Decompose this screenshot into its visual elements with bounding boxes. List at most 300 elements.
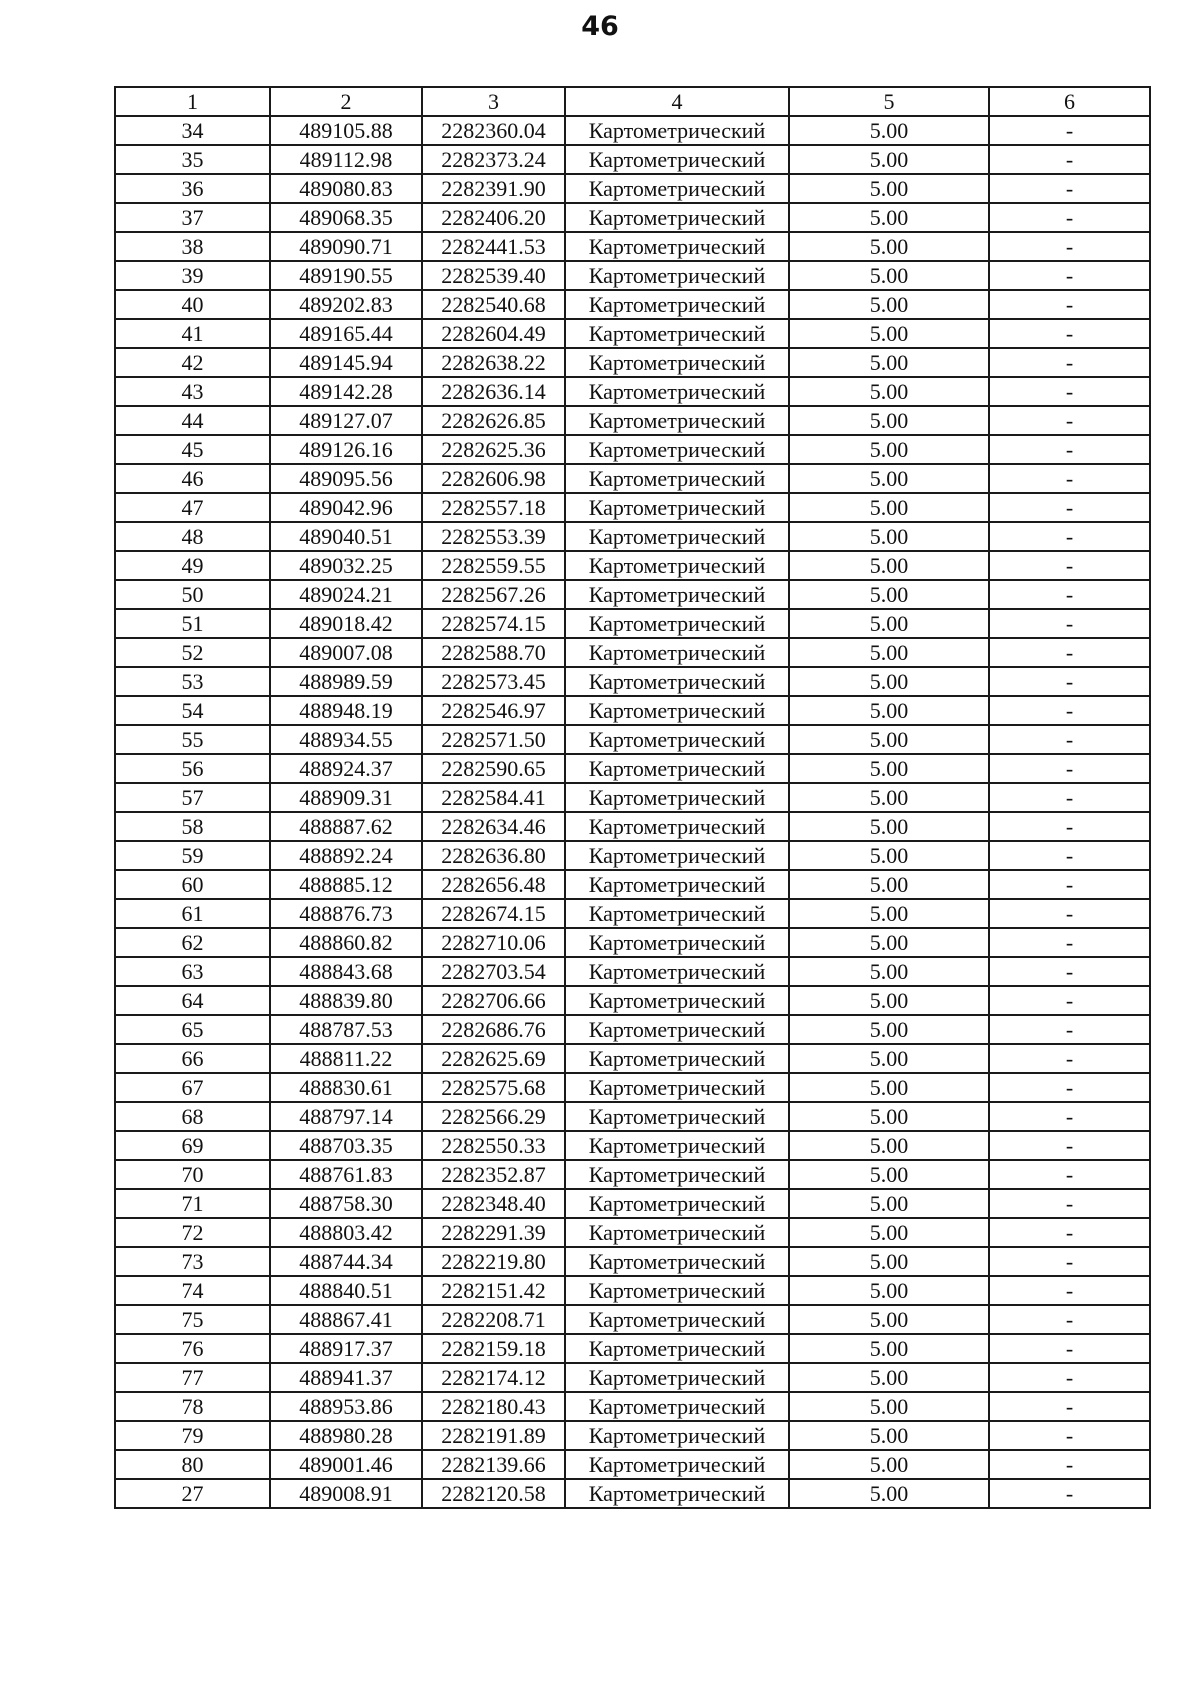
description-cell: - bbox=[989, 493, 1150, 522]
point-number-cell: 45 bbox=[115, 435, 270, 464]
method-cell: Картометрический bbox=[565, 377, 789, 406]
point-number-cell: 27 bbox=[115, 1479, 270, 1508]
y-coordinate-cell: 2282638.22 bbox=[422, 348, 565, 377]
x-coordinate-cell: 488867.41 bbox=[270, 1305, 422, 1334]
method-cell: Картометрический bbox=[565, 667, 789, 696]
accuracy-cell: 5.00 bbox=[789, 638, 989, 667]
x-coordinate-cell: 489105.88 bbox=[270, 116, 422, 145]
y-coordinate-cell: 2282566.29 bbox=[422, 1102, 565, 1131]
accuracy-cell: 5.00 bbox=[789, 1218, 989, 1247]
method-cell: Картометрический bbox=[565, 174, 789, 203]
y-coordinate-cell: 2282574.15 bbox=[422, 609, 565, 638]
accuracy-cell: 5.00 bbox=[789, 1450, 989, 1479]
method-cell: Картометрический bbox=[565, 464, 789, 493]
description-cell: - bbox=[989, 1276, 1150, 1305]
method-cell: Картометрический bbox=[565, 1363, 789, 1392]
column-header: 2 bbox=[270, 87, 422, 116]
accuracy-cell: 5.00 bbox=[789, 1160, 989, 1189]
description-cell: - bbox=[989, 348, 1150, 377]
table-row bbox=[115, 812, 1150, 841]
table-row bbox=[115, 1305, 1150, 1334]
table-row bbox=[115, 203, 1150, 232]
x-coordinate-cell: 488797.14 bbox=[270, 1102, 422, 1131]
point-number-cell: 76 bbox=[115, 1334, 270, 1363]
y-coordinate-cell: 2282575.68 bbox=[422, 1073, 565, 1102]
description-cell: - bbox=[989, 377, 1150, 406]
x-coordinate-cell: 488758.30 bbox=[270, 1189, 422, 1218]
table-row bbox=[115, 870, 1150, 899]
table-row bbox=[115, 348, 1150, 377]
accuracy-cell: 5.00 bbox=[789, 319, 989, 348]
x-coordinate-cell: 489095.56 bbox=[270, 464, 422, 493]
point-number-cell: 54 bbox=[115, 696, 270, 725]
accuracy-cell: 5.00 bbox=[789, 1334, 989, 1363]
table-row bbox=[115, 1276, 1150, 1305]
table-body bbox=[115, 87, 1150, 1508]
y-coordinate-cell: 2282636.80 bbox=[422, 841, 565, 870]
y-coordinate-cell: 2282291.39 bbox=[422, 1218, 565, 1247]
method-cell: Картометрический bbox=[565, 986, 789, 1015]
accuracy-cell: 5.00 bbox=[789, 928, 989, 957]
point-number-cell: 55 bbox=[115, 725, 270, 754]
point-number-cell: 49 bbox=[115, 551, 270, 580]
description-cell: - bbox=[989, 783, 1150, 812]
method-cell: Картометрический bbox=[565, 1247, 789, 1276]
description-cell: - bbox=[989, 174, 1150, 203]
table-header-row bbox=[115, 87, 1150, 116]
y-coordinate-cell: 2282584.41 bbox=[422, 783, 565, 812]
x-coordinate-cell: 488989.59 bbox=[270, 667, 422, 696]
point-number-cell: 74 bbox=[115, 1276, 270, 1305]
y-coordinate-cell: 2282139.66 bbox=[422, 1450, 565, 1479]
description-cell: - bbox=[989, 580, 1150, 609]
point-number-cell: 68 bbox=[115, 1102, 270, 1131]
accuracy-cell: 5.00 bbox=[789, 116, 989, 145]
description-cell: - bbox=[989, 841, 1150, 870]
method-cell: Картометрический bbox=[565, 1305, 789, 1334]
method-cell: Картометрический bbox=[565, 1073, 789, 1102]
table-row bbox=[115, 1073, 1150, 1102]
accuracy-cell: 5.00 bbox=[789, 957, 989, 986]
accuracy-cell: 5.00 bbox=[789, 203, 989, 232]
description-cell: - bbox=[989, 754, 1150, 783]
method-cell: Картометрический bbox=[565, 1131, 789, 1160]
y-coordinate-cell: 2282710.06 bbox=[422, 928, 565, 957]
table-row bbox=[115, 1218, 1150, 1247]
method-cell: Картометрический bbox=[565, 261, 789, 290]
table-row bbox=[115, 1160, 1150, 1189]
point-number-cell: 63 bbox=[115, 957, 270, 986]
accuracy-cell: 5.00 bbox=[789, 783, 989, 812]
x-coordinate-cell: 488876.73 bbox=[270, 899, 422, 928]
description-cell: - bbox=[989, 812, 1150, 841]
accuracy-cell: 5.00 bbox=[789, 609, 989, 638]
table-row bbox=[115, 1102, 1150, 1131]
table-row bbox=[115, 783, 1150, 812]
description-cell: - bbox=[989, 1102, 1150, 1131]
table-row bbox=[115, 261, 1150, 290]
y-coordinate-cell: 2282590.65 bbox=[422, 754, 565, 783]
table-row bbox=[115, 1392, 1150, 1421]
y-coordinate-cell: 2282625.69 bbox=[422, 1044, 565, 1073]
method-cell: Картометрический bbox=[565, 1044, 789, 1073]
point-number-cell: 51 bbox=[115, 609, 270, 638]
x-coordinate-cell: 489165.44 bbox=[270, 319, 422, 348]
table-row bbox=[115, 1363, 1150, 1392]
method-cell: Картометрический bbox=[565, 1450, 789, 1479]
method-cell: Картометрический bbox=[565, 435, 789, 464]
y-coordinate-cell: 2282588.70 bbox=[422, 638, 565, 667]
coordinates-table bbox=[114, 86, 1151, 1509]
point-number-cell: 38 bbox=[115, 232, 270, 261]
x-coordinate-cell: 488885.12 bbox=[270, 870, 422, 899]
description-cell: - bbox=[989, 1363, 1150, 1392]
table-row bbox=[115, 580, 1150, 609]
x-coordinate-cell: 488909.31 bbox=[270, 783, 422, 812]
description-cell: - bbox=[989, 551, 1150, 580]
accuracy-cell: 5.00 bbox=[789, 667, 989, 696]
description-cell: - bbox=[989, 957, 1150, 986]
description-cell: - bbox=[989, 1015, 1150, 1044]
x-coordinate-cell: 489145.94 bbox=[270, 348, 422, 377]
accuracy-cell: 5.00 bbox=[789, 1073, 989, 1102]
x-coordinate-cell: 489007.08 bbox=[270, 638, 422, 667]
point-number-cell: 80 bbox=[115, 1450, 270, 1479]
method-cell: Картометрический bbox=[565, 1102, 789, 1131]
table-row bbox=[115, 145, 1150, 174]
accuracy-cell: 5.00 bbox=[789, 841, 989, 870]
accuracy-cell: 5.00 bbox=[789, 145, 989, 174]
point-number-cell: 44 bbox=[115, 406, 270, 435]
y-coordinate-cell: 2282180.43 bbox=[422, 1392, 565, 1421]
description-cell: - bbox=[989, 1334, 1150, 1363]
table-row bbox=[115, 986, 1150, 1015]
point-number-cell: 35 bbox=[115, 145, 270, 174]
x-coordinate-cell: 489090.71 bbox=[270, 232, 422, 261]
point-number-cell: 47 bbox=[115, 493, 270, 522]
column-header: 5 bbox=[789, 87, 989, 116]
y-coordinate-cell: 2282360.04 bbox=[422, 116, 565, 145]
method-cell: Картометрический bbox=[565, 580, 789, 609]
description-cell: - bbox=[989, 667, 1150, 696]
method-cell: Картометрический bbox=[565, 1218, 789, 1247]
x-coordinate-cell: 488840.51 bbox=[270, 1276, 422, 1305]
method-cell: Картометрический bbox=[565, 232, 789, 261]
accuracy-cell: 5.00 bbox=[789, 1044, 989, 1073]
point-number-cell: 58 bbox=[115, 812, 270, 841]
description-cell: - bbox=[989, 1479, 1150, 1508]
y-coordinate-cell: 2282174.12 bbox=[422, 1363, 565, 1392]
accuracy-cell: 5.00 bbox=[789, 1363, 989, 1392]
method-cell: Картометрический bbox=[565, 203, 789, 232]
y-coordinate-cell: 2282625.36 bbox=[422, 435, 565, 464]
point-number-cell: 53 bbox=[115, 667, 270, 696]
y-coordinate-cell: 2282219.80 bbox=[422, 1247, 565, 1276]
y-coordinate-cell: 2282634.46 bbox=[422, 812, 565, 841]
accuracy-cell: 5.00 bbox=[789, 580, 989, 609]
x-coordinate-cell: 489018.42 bbox=[270, 609, 422, 638]
point-number-cell: 64 bbox=[115, 986, 270, 1015]
accuracy-cell: 5.00 bbox=[789, 754, 989, 783]
method-cell: Картометрический bbox=[565, 957, 789, 986]
column-header: 4 bbox=[565, 87, 789, 116]
x-coordinate-cell: 488941.37 bbox=[270, 1363, 422, 1392]
accuracy-cell: 5.00 bbox=[789, 232, 989, 261]
description-cell: - bbox=[989, 1131, 1150, 1160]
x-coordinate-cell: 489042.96 bbox=[270, 493, 422, 522]
description-cell: - bbox=[989, 870, 1150, 899]
description-cell: - bbox=[989, 1392, 1150, 1421]
x-coordinate-cell: 489080.83 bbox=[270, 174, 422, 203]
point-number-cell: 37 bbox=[115, 203, 270, 232]
accuracy-cell: 5.00 bbox=[789, 1015, 989, 1044]
point-number-cell: 41 bbox=[115, 319, 270, 348]
description-cell: - bbox=[989, 145, 1150, 174]
accuracy-cell: 5.00 bbox=[789, 435, 989, 464]
accuracy-cell: 5.00 bbox=[789, 1189, 989, 1218]
accuracy-cell: 5.00 bbox=[789, 1131, 989, 1160]
accuracy-cell: 5.00 bbox=[789, 986, 989, 1015]
x-coordinate-cell: 489142.28 bbox=[270, 377, 422, 406]
description-cell: - bbox=[989, 522, 1150, 551]
y-coordinate-cell: 2282348.40 bbox=[422, 1189, 565, 1218]
description-cell: - bbox=[989, 1160, 1150, 1189]
table-row bbox=[115, 1334, 1150, 1363]
point-number-cell: 70 bbox=[115, 1160, 270, 1189]
description-cell: - bbox=[989, 609, 1150, 638]
point-number-cell: 78 bbox=[115, 1392, 270, 1421]
description-cell: - bbox=[989, 464, 1150, 493]
method-cell: Картометрический bbox=[565, 696, 789, 725]
point-number-cell: 61 bbox=[115, 899, 270, 928]
table-row bbox=[115, 609, 1150, 638]
description-cell: - bbox=[989, 899, 1150, 928]
description-cell: - bbox=[989, 725, 1150, 754]
x-coordinate-cell: 489032.25 bbox=[270, 551, 422, 580]
x-coordinate-cell: 488948.19 bbox=[270, 696, 422, 725]
table-row bbox=[115, 174, 1150, 203]
y-coordinate-cell: 2282636.14 bbox=[422, 377, 565, 406]
column-header: 6 bbox=[989, 87, 1150, 116]
description-cell: - bbox=[989, 261, 1150, 290]
table-row bbox=[115, 551, 1150, 580]
column-header: 3 bbox=[422, 87, 565, 116]
table-row bbox=[115, 232, 1150, 261]
x-coordinate-cell: 488934.55 bbox=[270, 725, 422, 754]
x-coordinate-cell: 489024.21 bbox=[270, 580, 422, 609]
point-number-cell: 69 bbox=[115, 1131, 270, 1160]
y-coordinate-cell: 2282557.18 bbox=[422, 493, 565, 522]
method-cell: Картометрический bbox=[565, 522, 789, 551]
y-coordinate-cell: 2282539.40 bbox=[422, 261, 565, 290]
description-cell: - bbox=[989, 1218, 1150, 1247]
accuracy-cell: 5.00 bbox=[789, 551, 989, 580]
table-row bbox=[115, 1131, 1150, 1160]
accuracy-cell: 5.00 bbox=[789, 1479, 989, 1508]
x-coordinate-cell: 488953.86 bbox=[270, 1392, 422, 1421]
y-coordinate-cell: 2282656.48 bbox=[422, 870, 565, 899]
accuracy-cell: 5.00 bbox=[789, 261, 989, 290]
method-cell: Картометрический bbox=[565, 1479, 789, 1508]
y-coordinate-cell: 2282550.33 bbox=[422, 1131, 565, 1160]
method-cell: Картометрический bbox=[565, 928, 789, 957]
accuracy-cell: 5.00 bbox=[789, 290, 989, 319]
method-cell: Картометрический bbox=[565, 1189, 789, 1218]
x-coordinate-cell: 488787.53 bbox=[270, 1015, 422, 1044]
x-coordinate-cell: 489068.35 bbox=[270, 203, 422, 232]
description-cell: - bbox=[989, 696, 1150, 725]
table-row bbox=[115, 493, 1150, 522]
accuracy-cell: 5.00 bbox=[789, 1102, 989, 1131]
point-number-cell: 62 bbox=[115, 928, 270, 957]
table-row bbox=[115, 754, 1150, 783]
y-coordinate-cell: 2282686.76 bbox=[422, 1015, 565, 1044]
x-coordinate-cell: 488703.35 bbox=[270, 1131, 422, 1160]
x-coordinate-cell: 488761.83 bbox=[270, 1160, 422, 1189]
accuracy-cell: 5.00 bbox=[789, 1276, 989, 1305]
description-cell: - bbox=[989, 1247, 1150, 1276]
y-coordinate-cell: 2282706.66 bbox=[422, 986, 565, 1015]
accuracy-cell: 5.00 bbox=[789, 406, 989, 435]
accuracy-cell: 5.00 bbox=[789, 174, 989, 203]
description-cell: - bbox=[989, 435, 1150, 464]
point-number-cell: 52 bbox=[115, 638, 270, 667]
page-number: 46 bbox=[581, 11, 619, 42]
method-cell: Картометрический bbox=[565, 725, 789, 754]
table-row bbox=[115, 1450, 1150, 1479]
point-number-cell: 57 bbox=[115, 783, 270, 812]
table-row bbox=[115, 725, 1150, 754]
table-row bbox=[115, 667, 1150, 696]
method-cell: Картометрический bbox=[565, 870, 789, 899]
y-coordinate-cell: 2282191.89 bbox=[422, 1421, 565, 1450]
method-cell: Картометрический bbox=[565, 638, 789, 667]
y-coordinate-cell: 2282406.20 bbox=[422, 203, 565, 232]
x-coordinate-cell: 488924.37 bbox=[270, 754, 422, 783]
description-cell: - bbox=[989, 1421, 1150, 1450]
description-cell: - bbox=[989, 986, 1150, 1015]
y-coordinate-cell: 2282441.53 bbox=[422, 232, 565, 261]
description-cell: - bbox=[989, 638, 1150, 667]
y-coordinate-cell: 2282352.87 bbox=[422, 1160, 565, 1189]
point-number-cell: 36 bbox=[115, 174, 270, 203]
y-coordinate-cell: 2282674.15 bbox=[422, 899, 565, 928]
y-coordinate-cell: 2282604.49 bbox=[422, 319, 565, 348]
method-cell: Картометрический bbox=[565, 899, 789, 928]
table-row bbox=[115, 1479, 1150, 1508]
y-coordinate-cell: 2282703.54 bbox=[422, 957, 565, 986]
method-cell: Картометрический bbox=[565, 406, 789, 435]
table-row bbox=[115, 522, 1150, 551]
table-row bbox=[115, 1044, 1150, 1073]
accuracy-cell: 5.00 bbox=[789, 522, 989, 551]
point-number-cell: 72 bbox=[115, 1218, 270, 1247]
description-cell: - bbox=[989, 1189, 1150, 1218]
method-cell: Картометрический bbox=[565, 1015, 789, 1044]
y-coordinate-cell: 2282208.71 bbox=[422, 1305, 565, 1334]
accuracy-cell: 5.00 bbox=[789, 1305, 989, 1334]
method-cell: Картометрический bbox=[565, 551, 789, 580]
description-cell: - bbox=[989, 203, 1150, 232]
column-header: 1 bbox=[115, 87, 270, 116]
table-row bbox=[115, 1015, 1150, 1044]
x-coordinate-cell: 489112.98 bbox=[270, 145, 422, 174]
x-coordinate-cell: 488803.42 bbox=[270, 1218, 422, 1247]
y-coordinate-cell: 2282559.55 bbox=[422, 551, 565, 580]
accuracy-cell: 5.00 bbox=[789, 899, 989, 928]
x-coordinate-cell: 488860.82 bbox=[270, 928, 422, 957]
method-cell: Картометрический bbox=[565, 841, 789, 870]
method-cell: Картометрический bbox=[565, 609, 789, 638]
point-number-cell: 75 bbox=[115, 1305, 270, 1334]
y-coordinate-cell: 2282540.68 bbox=[422, 290, 565, 319]
point-number-cell: 59 bbox=[115, 841, 270, 870]
description-cell: - bbox=[989, 1073, 1150, 1102]
x-coordinate-cell: 488980.28 bbox=[270, 1421, 422, 1450]
table-row bbox=[115, 116, 1150, 145]
description-cell: - bbox=[989, 116, 1150, 145]
description-cell: - bbox=[989, 232, 1150, 261]
point-number-cell: 73 bbox=[115, 1247, 270, 1276]
x-coordinate-cell: 489202.83 bbox=[270, 290, 422, 319]
point-number-cell: 40 bbox=[115, 290, 270, 319]
method-cell: Картометрический bbox=[565, 1392, 789, 1421]
point-number-cell: 42 bbox=[115, 348, 270, 377]
y-coordinate-cell: 2282606.98 bbox=[422, 464, 565, 493]
description-cell: - bbox=[989, 1450, 1150, 1479]
table-row bbox=[115, 319, 1150, 348]
x-coordinate-cell: 489127.07 bbox=[270, 406, 422, 435]
x-coordinate-cell: 488830.61 bbox=[270, 1073, 422, 1102]
table-row bbox=[115, 290, 1150, 319]
method-cell: Картометрический bbox=[565, 1276, 789, 1305]
point-number-cell: 39 bbox=[115, 261, 270, 290]
y-coordinate-cell: 2282573.45 bbox=[422, 667, 565, 696]
x-coordinate-cell: 489008.91 bbox=[270, 1479, 422, 1508]
point-number-cell: 66 bbox=[115, 1044, 270, 1073]
y-coordinate-cell: 2282120.58 bbox=[422, 1479, 565, 1508]
y-coordinate-cell: 2282567.26 bbox=[422, 580, 565, 609]
x-coordinate-cell: 488887.62 bbox=[270, 812, 422, 841]
description-cell: - bbox=[989, 290, 1150, 319]
table-row bbox=[115, 377, 1150, 406]
x-coordinate-cell: 489126.16 bbox=[270, 435, 422, 464]
y-coordinate-cell: 2282151.42 bbox=[422, 1276, 565, 1305]
table-row bbox=[115, 435, 1150, 464]
method-cell: Картометрический bbox=[565, 754, 789, 783]
point-number-cell: 60 bbox=[115, 870, 270, 899]
y-coordinate-cell: 2282546.97 bbox=[422, 696, 565, 725]
x-coordinate-cell: 488917.37 bbox=[270, 1334, 422, 1363]
point-number-cell: 34 bbox=[115, 116, 270, 145]
point-number-cell: 67 bbox=[115, 1073, 270, 1102]
table-row bbox=[115, 406, 1150, 435]
point-number-cell: 46 bbox=[115, 464, 270, 493]
y-coordinate-cell: 2282571.50 bbox=[422, 725, 565, 754]
method-cell: Картометрический bbox=[565, 493, 789, 522]
x-coordinate-cell: 488843.68 bbox=[270, 957, 422, 986]
table-row bbox=[115, 1189, 1150, 1218]
point-number-cell: 56 bbox=[115, 754, 270, 783]
method-cell: Картометрический bbox=[565, 319, 789, 348]
point-number-cell: 79 bbox=[115, 1421, 270, 1450]
point-number-cell: 43 bbox=[115, 377, 270, 406]
accuracy-cell: 5.00 bbox=[789, 725, 989, 754]
x-coordinate-cell: 489001.46 bbox=[270, 1450, 422, 1479]
table-row bbox=[115, 696, 1150, 725]
method-cell: Картометрический bbox=[565, 145, 789, 174]
accuracy-cell: 5.00 bbox=[789, 348, 989, 377]
